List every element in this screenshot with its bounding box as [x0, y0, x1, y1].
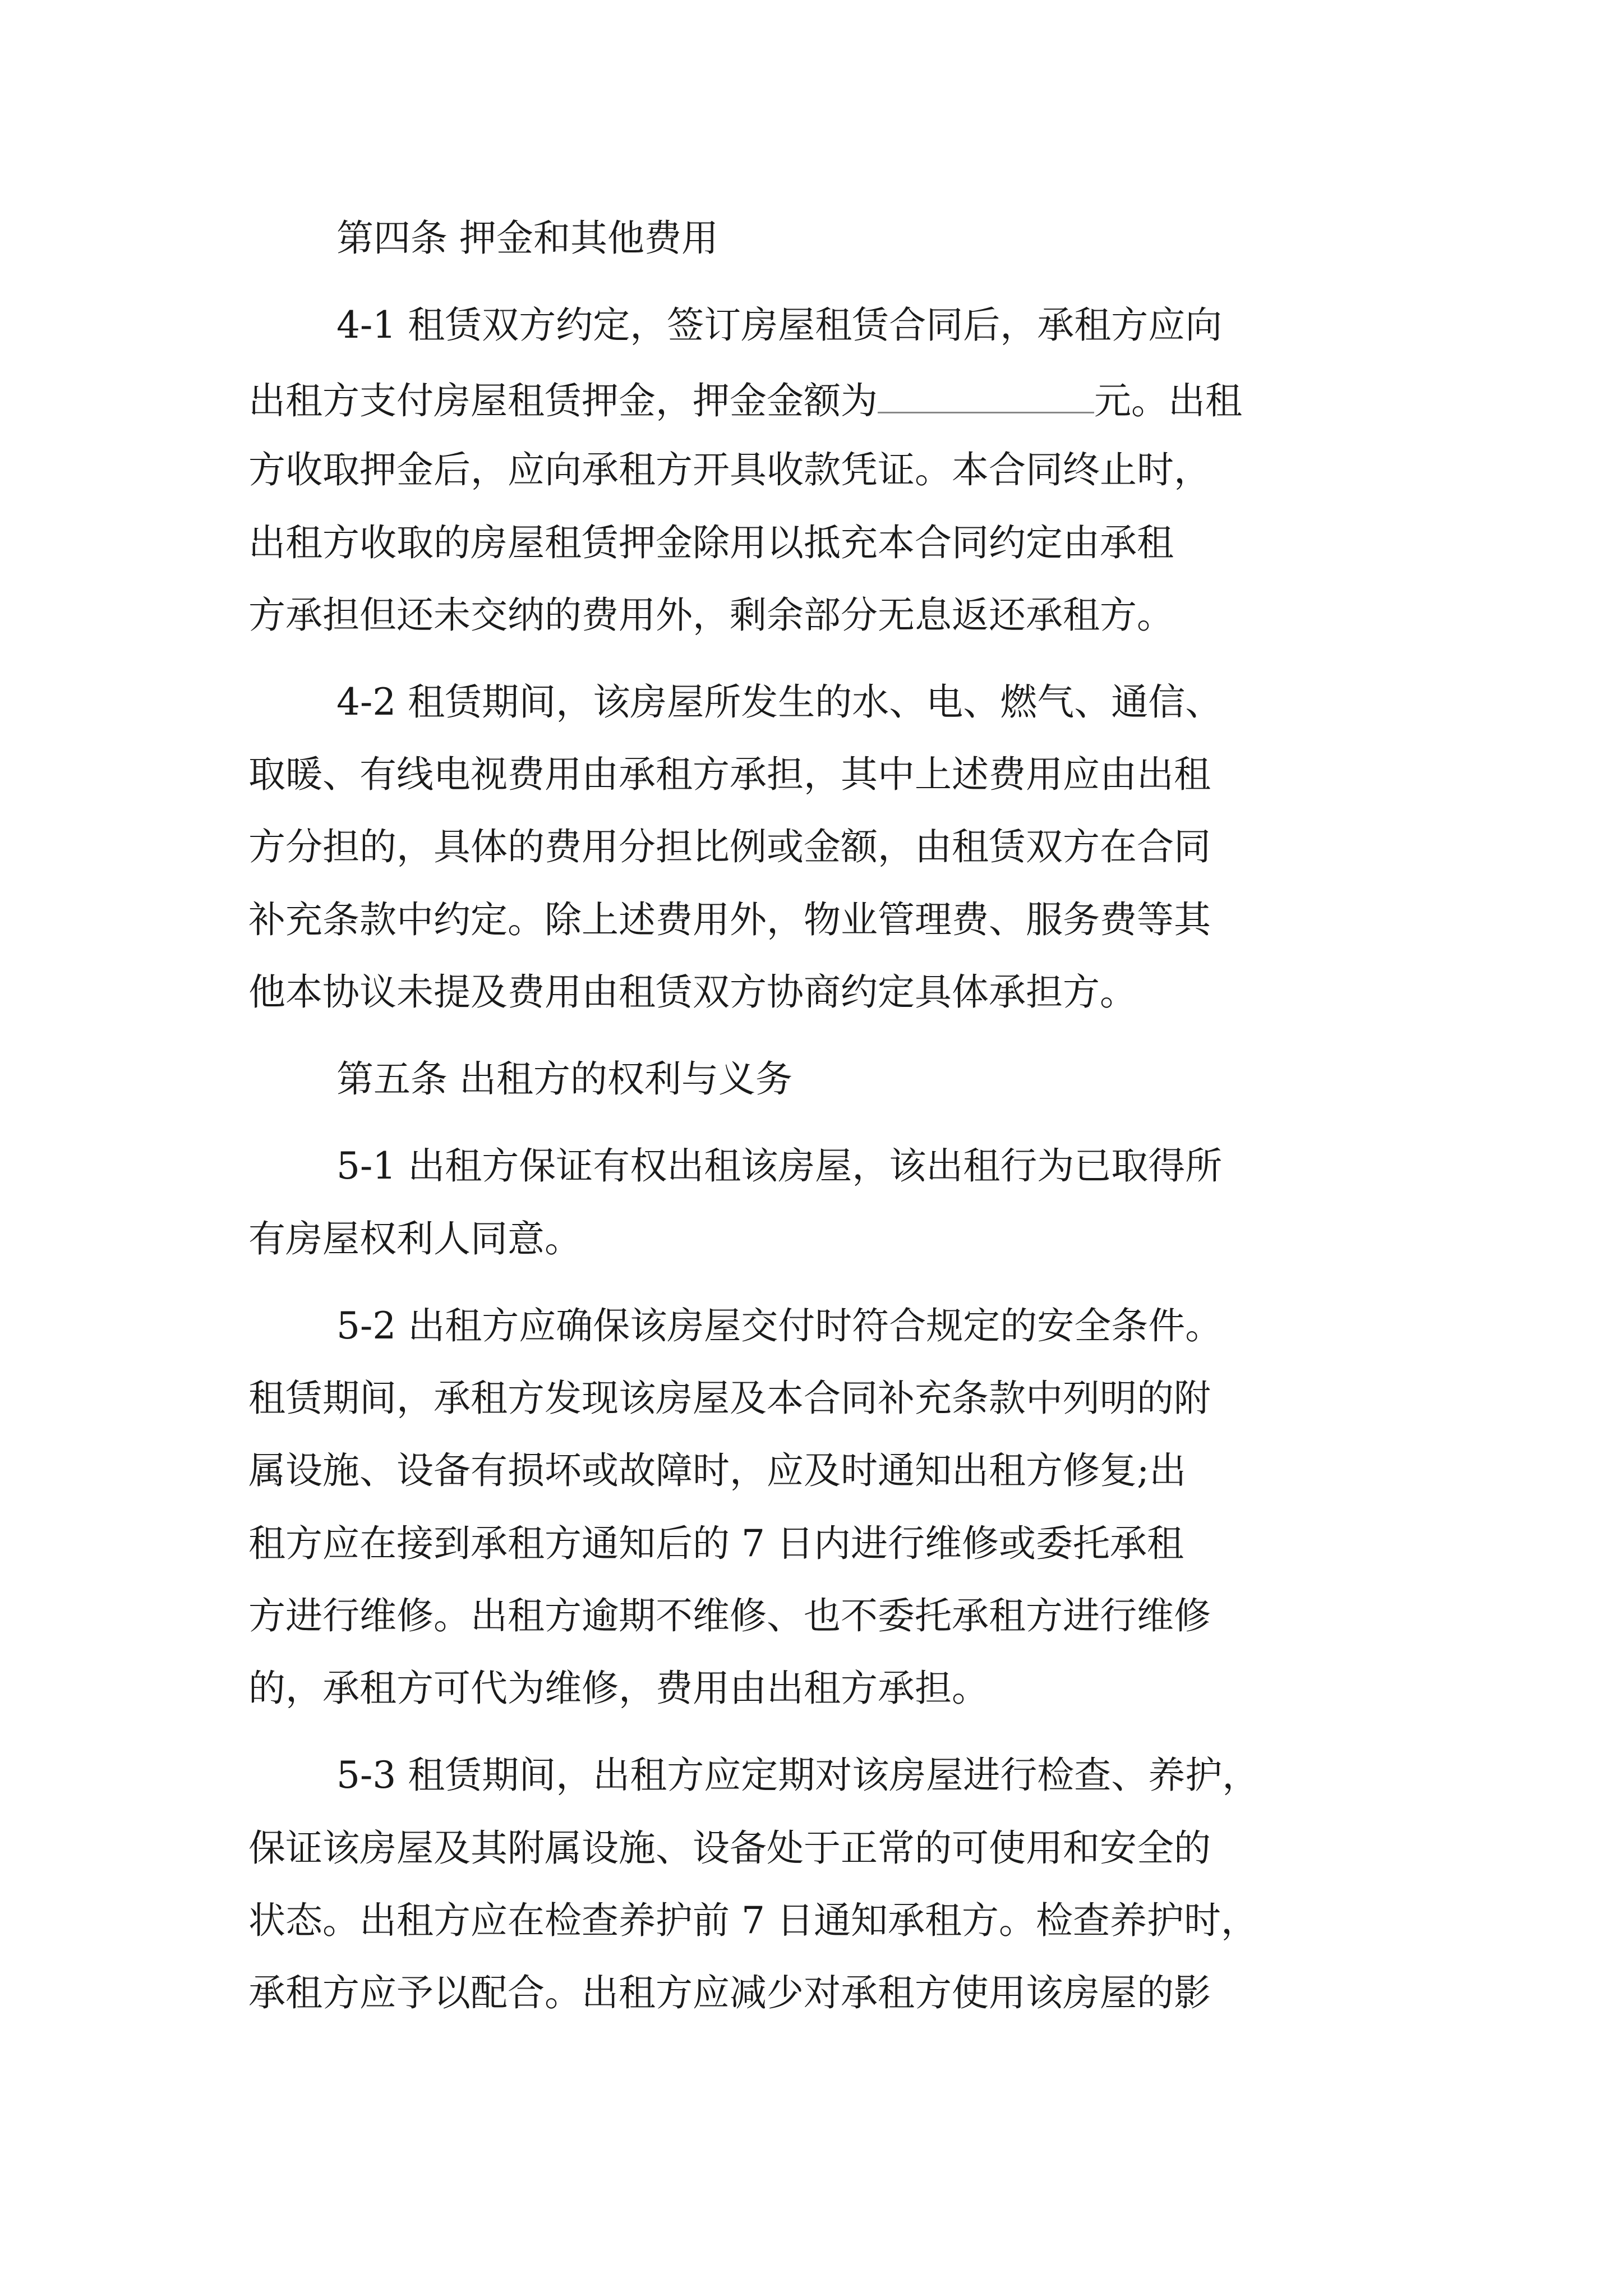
clause-5-3-line-4: 承租方应予以配合。出租方应减少对承租方使用该房屋的影 — [248, 1971, 1211, 2014]
clause-4-1-line-2 — [248, 379, 1242, 420]
section-4-heading: 第四条 押金和其他费用 — [336, 217, 718, 260]
clause-4-1-line-1: 4-1 租赁双方约定，签订房屋租赁合同后，承租方应向 — [336, 303, 1223, 347]
clause-4-1-line-2-text: 出租方支付房屋租赁押金，押金金额为 — [248, 379, 878, 422]
clause-5-1-line-2: 有房屋权利人同意。 — [248, 1217, 582, 1260]
clause-4-1-line-3: 方收取押金后，应向承租方开具收款凭证。本合同终止时， — [248, 448, 1211, 491]
clause-4-1-line-5: 方承担但还未交纳的费用外，剩余部分无息返还承租方。 — [248, 593, 1174, 637]
clause-4-2-line-1: 4-2 租赁期间，该房屋所发生的水、电、燃气、通信、 — [336, 680, 1223, 724]
clause-4-2-line-5: 他本协议未提及费用由租赁双方协商约定具体承担方。 — [248, 970, 1137, 1014]
clause-5-3-line-2: 保证该房屋及其附属设施、设备处于正常的可使用和安全的 — [248, 1826, 1211, 1870]
clause-4-2-line-4: 补充条款中约定。除上述费用外，物业管理费、服务费等其 — [248, 898, 1211, 941]
clause-5-3-line-3: 状态。出租方应在检查养护前 7 日通知承租方。检查养护时， — [248, 1899, 1258, 1942]
clause-5-2-line-5: 方进行维修。出租方逾期不维修、也不委托承租方进行维修 — [248, 1594, 1211, 1637]
clause-4-1-line-2-tail: 元。出租 — [1094, 379, 1242, 422]
clause-4-2-line-2: 取暖、有线电视费用由承租方承担，其中上述费用应由出租 — [248, 753, 1211, 796]
clause-4-2-line-3: 方分担的，具体的费用分担比例或金额，由租赁双方在合同 — [248, 825, 1211, 868]
clause-5-2-line-6: 的，承租方可代为维修，费用由出租方承担。 — [248, 1667, 989, 1710]
clause-5-2-line-2: 租赁期间，承租方发现该房屋及本合同补充条款中列明的附 — [248, 1377, 1211, 1420]
section-5-heading: 第五条 出租方的权利与义务 — [336, 1057, 792, 1101]
clause-5-2-line-4: 租方应在接到承租方通知后的 7 日内进行维修或委托承租 — [248, 1522, 1184, 1565]
clause-4-1-line-4: 出租方收取的房屋租赁押金除用以抵充本合同约定由承租 — [248, 521, 1174, 564]
clause-5-2-line-3: 属设施、设备有损坏或故障时，应及时通知出租方修复;出 — [248, 1449, 1187, 1492]
clause-5-1-line-1: 5-1 出租方保证有权出租该房屋，该出租行为已取得所 — [336, 1144, 1223, 1188]
clause-5-2-line-1: 5-2 出租方应确保该房屋交付时符合规定的安全条件。 — [336, 1304, 1223, 1347]
clause-5-3-line-1: 5-3 租赁期间，出租方应定期对该房屋进行检查、养护， — [336, 1754, 1260, 1797]
deposit-amount-blank — [878, 379, 1094, 413]
